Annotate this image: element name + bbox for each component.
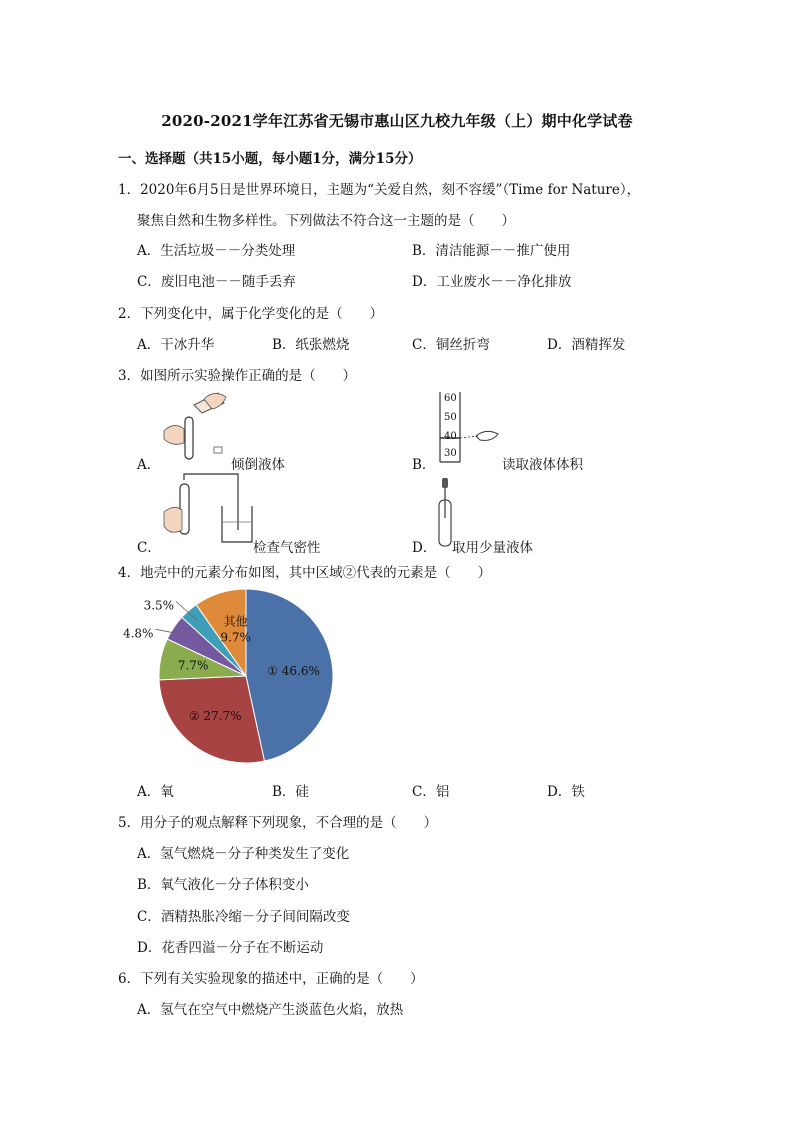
q1-option-c[interactable]: C．废旧电池－－随手丢弃 [137, 274, 296, 290]
q4-option-d[interactable]: D．铁 [547, 784, 585, 800]
q3-option-d[interactable]: D． [412, 540, 437, 556]
q5-option-b[interactable]: B．氧气液化－分子体积变小 [137, 877, 309, 893]
question-1-line-1: 1．2020年6月5日是世界环境日，主题为“关爱自然，刻不容缓”（Time for Nature）， [118, 182, 641, 198]
q4-option-b[interactable]: B．硅 [272, 784, 309, 800]
q3-option-a[interactable]: A． [137, 457, 161, 473]
cylinder-tick-30: 30 [444, 448, 457, 459]
question-2-line-1: 2．下列变化中，属于化学变化的是（ ） [118, 306, 384, 322]
q3-caption-a: 倾倒液体 [231, 457, 285, 473]
question-6-line-1: 6．下列有关实验现象的描述中，正确的是（ ） [118, 971, 424, 987]
q2-option-c[interactable]: C．铜丝折弯 [412, 337, 490, 353]
pie-value-label-6: 9.7% [220, 630, 251, 645]
q6-option-a[interactable]: A．氢气在空气中燃烧产生淡蓝色火焰，放热 [137, 1002, 404, 1018]
question-4-line-1: 4．地壳中的元素分布如图，其中区域②代表的元素是（ ） [118, 565, 492, 581]
q4-option-c[interactable]: C．铝 [412, 784, 450, 800]
q5-option-d[interactable]: D．花香四溢－分子在不断运动 [137, 940, 324, 956]
q3-option-c[interactable]: C． [137, 540, 161, 556]
cylinder-tick-50: 50 [444, 412, 457, 423]
question-3-line-1: 3．如图所示实验操作正确的是（ ） [118, 368, 357, 384]
question-1-line-2: 聚焦自然和生物多样性。下列做法不符合这一主题的是（ ） [137, 213, 515, 229]
airtightness-check-figure [160, 470, 255, 550]
q3-caption-d: 取用少量液体 [452, 540, 533, 556]
pie-value-label-4: 4.8% [122, 626, 154, 641]
page-title: 2020-2021学年江苏省无锡市惠山区九校九年级（上）期中化学试卷 [161, 112, 633, 130]
q4-option-a[interactable]: A．氧 [137, 784, 174, 800]
pie-slice-label-6: 其他 [223, 614, 248, 629]
q3-caption-b: 读取液体体积 [502, 457, 583, 473]
q3-caption-c: 检查气密性 [253, 540, 321, 556]
q5-option-c[interactable]: C．酒精热胀冷缩－分子间间隔改变 [137, 909, 350, 925]
q2-option-b[interactable]: B．纸张燃烧 [272, 337, 350, 353]
section-heading: 一、选择题（共15小题，每小题1分，满分15分） [118, 151, 422, 167]
q2-option-d[interactable]: D．酒精挥发 [547, 337, 626, 353]
q5-option-a[interactable]: A．氢气燃烧－分子种类发生了变化 [137, 846, 350, 862]
q1-option-b[interactable]: B．清洁能源－－推广使用 [412, 243, 571, 259]
q1-option-d[interactable]: D．工业废水－－净化排放 [412, 274, 572, 290]
crust-element-pie-chart [122, 584, 350, 774]
cylinder-tick-60: 60 [444, 393, 457, 404]
pie-value-label-1: ① 46.6% [267, 663, 320, 678]
pouring-liquid-figure [160, 387, 230, 467]
pie-value-label-2: ② 27.7% [188, 708, 242, 723]
question-5-line-1: 5．用分子的观点解释下列现象，不合理的是（ ） [118, 815, 438, 831]
cylinder-tick-40: 40 [444, 431, 457, 442]
pie-value-label-3: 7.7% [177, 658, 209, 673]
pie-value-label-5: 3.5% [143, 598, 175, 613]
q1-option-a[interactable]: A．生活垃圾－－分类处理 [137, 243, 296, 259]
q3-option-b[interactable]: B． [412, 457, 436, 473]
q2-option-a[interactable]: A．干冰升华 [137, 337, 215, 353]
